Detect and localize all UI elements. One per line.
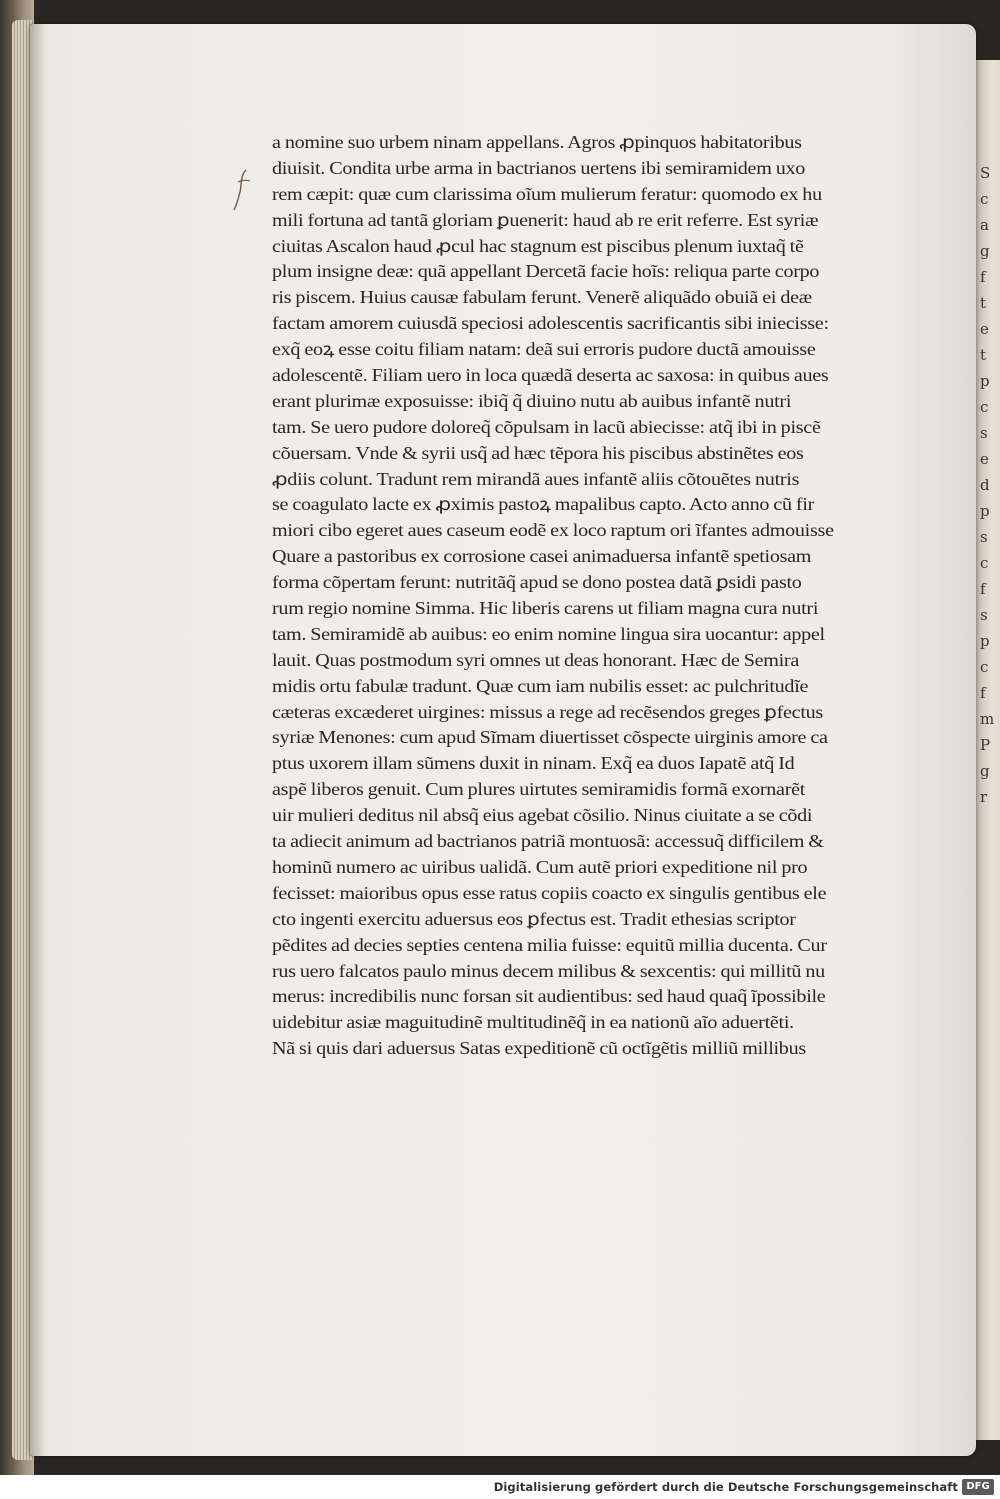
text-line: pẽdites ad decies septies centena milia fuisse: equitũ millia ducenta. Cur xyxy=(272,934,827,955)
right-page-letter: e xyxy=(980,320,989,338)
text-line: tam. Semiramidẽ ab auibus: eo enim nomine lingua sira uocantur: appel xyxy=(272,623,825,644)
right-page-letter: p xyxy=(980,632,990,650)
right-page-letter: s xyxy=(980,424,988,442)
right-page-letter: e xyxy=(980,450,989,468)
text-line: rum regio nomine Simma. Hic liberis carens ut filiam magna cura nutri xyxy=(272,598,819,619)
text-line: midis ortu fabulæ tradunt. Quæ cum iam nubilis esset: ac pulchritudĩe xyxy=(272,675,809,696)
text-line: ptus uxorem illam sũmens duxit in ninam. Exq̃ ea duos Iapatẽ atq̃ Id xyxy=(272,753,795,774)
right-page-letter: f xyxy=(980,684,986,702)
text-line: se coagulato lacte ex ꝓximis pastoꝝ mapalibus capto. Acto anno cũ fir xyxy=(272,494,815,515)
text-line: cto ingenti exercitu aduersus eos ꝑfectus est. Tradit ethesias scriptor xyxy=(272,908,796,929)
right-page-letter: s xyxy=(980,606,988,624)
right-page-letter: p xyxy=(980,372,990,390)
text-line: lauit. Quas postmodum syri omnes ut deas honorant. Hæc de Semira xyxy=(272,649,799,670)
right-page-letter: t xyxy=(980,294,987,312)
text-line: ꝓdiis colunt. Tradunt rem mirandã aues infantẽ aliis cõtouẽtes nutris xyxy=(272,468,800,489)
text-line: diuisit. Condita urbe arma in bactrianos uertens ibi semiramidem uxo xyxy=(272,157,806,178)
text-line: fecisset: maioribus opus esse ratus copiis coacto ex singulis gentibus ele xyxy=(272,882,827,903)
text-line: Nã si quis dari aduersus Satas expeditionẽ cũ octĩgẽtis milliũ millibus xyxy=(272,1038,806,1059)
right-page-letter: t xyxy=(980,346,987,364)
text-line: mili fortuna ad tantã gloriam ꝑuenerit: haud ab re erit referre. Est syriæ xyxy=(272,209,819,230)
right-page-letter: c xyxy=(980,190,989,208)
text-line: Quare a pastoribus ex corrosione casei animaduersa infantẽ spetiosam xyxy=(272,546,812,567)
text-line: rem cæpit: quæ cum clarissima oĩum mulierum feratur: quomodo ex hu xyxy=(272,183,822,204)
footer-credit: Digitalisierung gefördert durch die Deutsche Forschungsgemeinschaft xyxy=(493,1480,958,1494)
right-page-letter: p xyxy=(980,502,990,520)
page-gutter xyxy=(30,24,46,1456)
text-line: forma cõpertam ferunt: nutritãq̃ apud se dono postea datã ꝑsidi pasto xyxy=(272,572,802,593)
right-page-letter: g xyxy=(980,762,990,780)
text-line: ciuitas Ascalon haud ꝓcul hac stagnum est piscibus plenum iuxtaq̃ tẽ xyxy=(272,235,804,256)
text-line: adolescentẽ. Filiam uero in loca quædã deserta ac saxosa: in quibus aues xyxy=(272,365,829,386)
text-line: hominũ numero ac uiribus ualidã. Cum autẽ priori expeditione nil pro xyxy=(272,856,808,877)
marginal-mark xyxy=(232,168,252,212)
text-line: factam amorem cuiusdã speciosi adolescentis sacrificantis sibi iniecisse: xyxy=(272,313,829,334)
right-page-letter: c xyxy=(980,658,989,676)
text-line: rus uero falcatos paulo minus decem milibus & sexcentis: qui millitũ nu xyxy=(272,960,825,981)
text-line: cõuersam. Vnde & syrii usq̃ ad hæc tẽpora his piscibus abstinẽtes eos xyxy=(272,442,804,463)
right-page-letter: f xyxy=(980,580,986,598)
footer xyxy=(0,1475,1000,1499)
text-line: tam. Se uero pudore doloreq̃ cõpulsam in lacũ abiecisse: atq̃ ibi in piscẽ xyxy=(272,416,821,437)
text-line: ta adiecit animum ad bactrianos patriã montuosã: accessuq̃ difficilem & xyxy=(272,831,824,852)
text-line: a nomine suo urbem ninam appellans. Agros ꝓpinquos habitatoribus xyxy=(272,132,802,152)
right-page-letter: s xyxy=(980,528,988,546)
text-block xyxy=(272,130,884,1062)
text-line: uir mulieri deditus nil absq̃ eius agebat cõsilio. Ninus ciuitate a se cõdi xyxy=(272,805,813,826)
right-page-letter: m xyxy=(980,710,995,728)
right-page-letter: g xyxy=(980,242,990,260)
right-page-letter: a xyxy=(980,216,989,234)
text-line: ris piscem. Huius causæ fabulam ferunt. Venerẽ aliquãdo obuiã ei deæ xyxy=(272,287,812,308)
right-page-letter: d xyxy=(980,476,990,494)
text-line: plum insigne deæ: quã appellant Dercetã facie hoĩs: reliqua parte corpo xyxy=(272,261,820,282)
right-page-letter: c xyxy=(980,554,989,572)
text-line: cæteras excæderet uirgines: missus a rege ad recẽsendos greges ꝑfectus xyxy=(272,701,823,722)
right-page-letter: r xyxy=(980,788,988,806)
right-page-letter: f xyxy=(980,268,986,286)
text-line: uidebitur asiæ maguitudinẽ multitudinẽq̃ in ea nationũ aĩo aduertẽti. xyxy=(272,1012,794,1033)
text-line: miori cibo egeret aues caseum eodẽ ex loco raptum ori ĩfantes admouisse xyxy=(272,520,834,541)
right-page-letter: c xyxy=(980,398,989,416)
text-line: erant plurimæ exposuisse: ibiq̃ q̃ diuino nutu ab auibus infantẽ nutri xyxy=(272,390,792,411)
right-page-letter: P xyxy=(980,736,991,754)
right-page-fragment xyxy=(980,160,1000,1160)
text-line: aspẽ liberos genuit. Cum plures uirtutes semiramidis formã exornarẽt xyxy=(272,779,806,800)
right-page-letter: S xyxy=(980,164,991,182)
text-line: merus: incredibilis nunc forsan sit audientibus: sed haud quaq̃ ĩpossibile xyxy=(272,986,826,1007)
text-line: syriæ Menones: cum apud Sĩmam diuertisset cõspecte uirginis amore ca xyxy=(272,727,828,748)
dfg-logo: DFG xyxy=(962,1479,994,1495)
text-line: exq̃ eoꝝ esse coitu filiam natam: deã sui erroris pudore ductã amouisse xyxy=(272,339,816,360)
